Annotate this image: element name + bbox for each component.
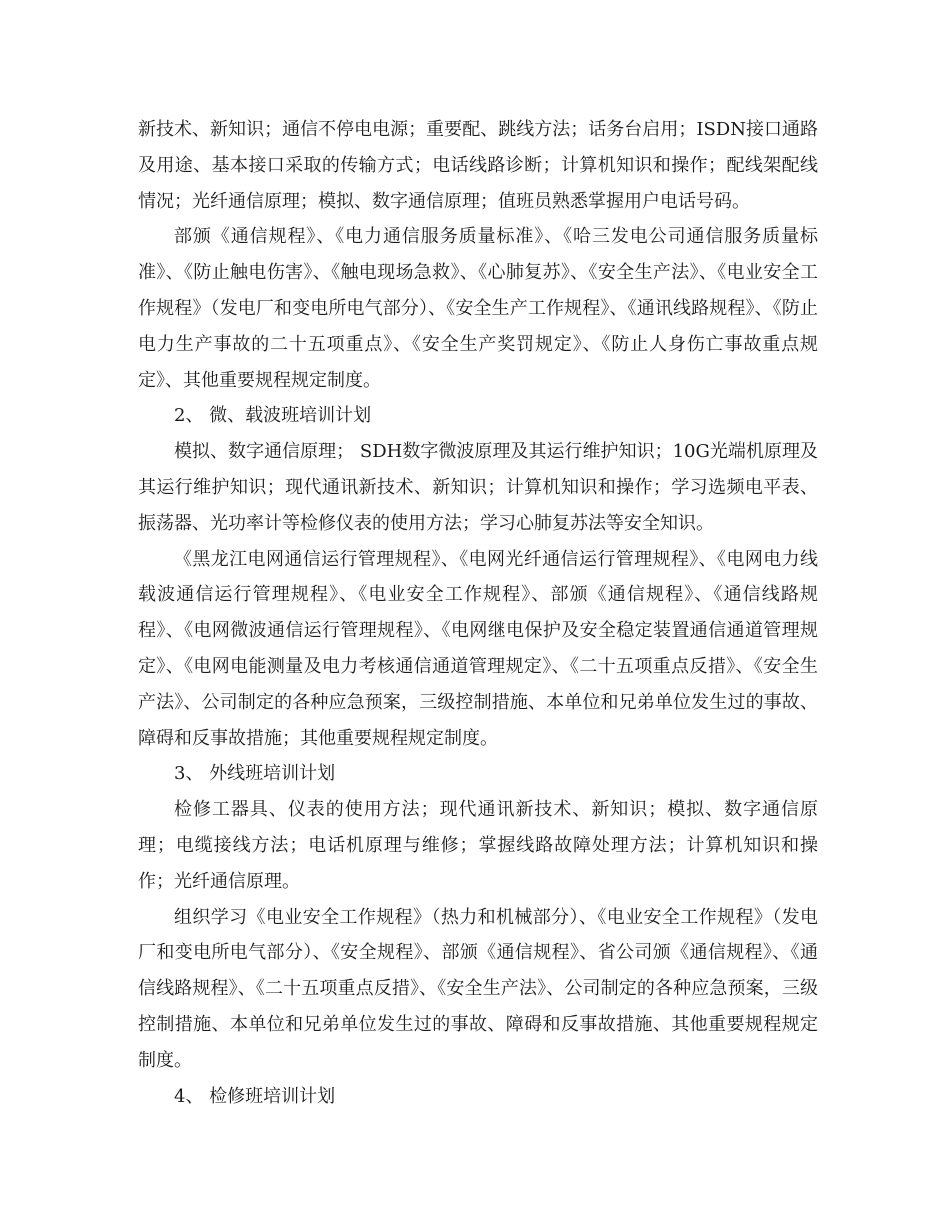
paragraph-5: 检修工器具、仪表的使用方法；现代通讯新技术、新知识；模拟、数字通信原理；电缆接线方法；电话机原理与维修；掌握线路故障处理方法；计算机知识和操作；光纤通信原理。	[138, 799, 818, 892]
paragraph-4: 《黑龙江电网通信运行管理规程》、《电网光纤通信运行管理规程》、《电网电力线载波通信运行管理规程》、《电业安全工作规程》、部颁《通信规程》、《通信线路规程》、《电网微波通信运行管理规程》、《电网继电保护及安全稳定装置通信通道管理规定》、《电网电能测量及电力考核通信通道管理规定》、《二十五项重点反措》、《安全生产法》、公司制定的各种应急预案，三级控制措施、本单位和兄弟单位发生过的事故、障碍和反事故措施；其他重要规程规定制度。	[138, 548, 818, 749]
paragraph-1: 新技术、新知识；通信不停电电源；重要配、跳线方法；话务台启用；ISDN接口通路及用途、基本接口采取的传输方式；电话线路诊断；计算机知识和操作；配线架配线情况；光纤通信原理；模拟、数字通信原理；值班员熟悉掌握用户电话号码。	[138, 119, 818, 212]
paragraph-6: 组织学习《电业安全工作规程》（热力和机械部分）、《电业安全工作规程》（发电厂和变电所电气部分）、《安全规程》、部颁《通信规程》、省公司颁《通信规程》、《通信线路规程》、《二十五项重点反措》、《安全生产法》、公司制定的各种应急预案，三级控制措施、本单位和兄弟单位发生过的事故、障碍和反事故措施、其他重要规程规定制度。	[138, 906, 818, 1071]
section-heading-2: 2、 微、载波班培训计划	[174, 405, 372, 427]
document-page	[138, 112, 818, 1114]
paragraph-2: 部颁《通信规程》、《电力通信服务质量标准》、《哈三发电公司通信服务质量标准》、《防止触电伤害》、《触电现场急救》、《心肺复苏》、《安全生产法》、《电业安全工作规程》（发电厂和变电所电气部分）、《安全生产工作规程》、《通讯线路规程》、《防止电力生产事故的二十五项重点》、《安全生产奖罚规定》、《防止人身伤亡事故重点规定》、其他重要规程规定制度。	[138, 226, 818, 391]
section-heading-4: 4、 检修班培训计划	[174, 1085, 336, 1107]
paragraph-3: 模拟、数字通信原理； SDH数字微波原理及其运行维护知识；10G光端机原理及其运行维护知识；现代通讯新技术、新知识；计算机知识和操作；学习选频电平表、振荡器、光功率计等检修仪表的使用方法；学习心肺复苏法等安全知识。	[138, 441, 818, 534]
section-heading-3: 3、 外线班培训计划	[174, 763, 336, 785]
